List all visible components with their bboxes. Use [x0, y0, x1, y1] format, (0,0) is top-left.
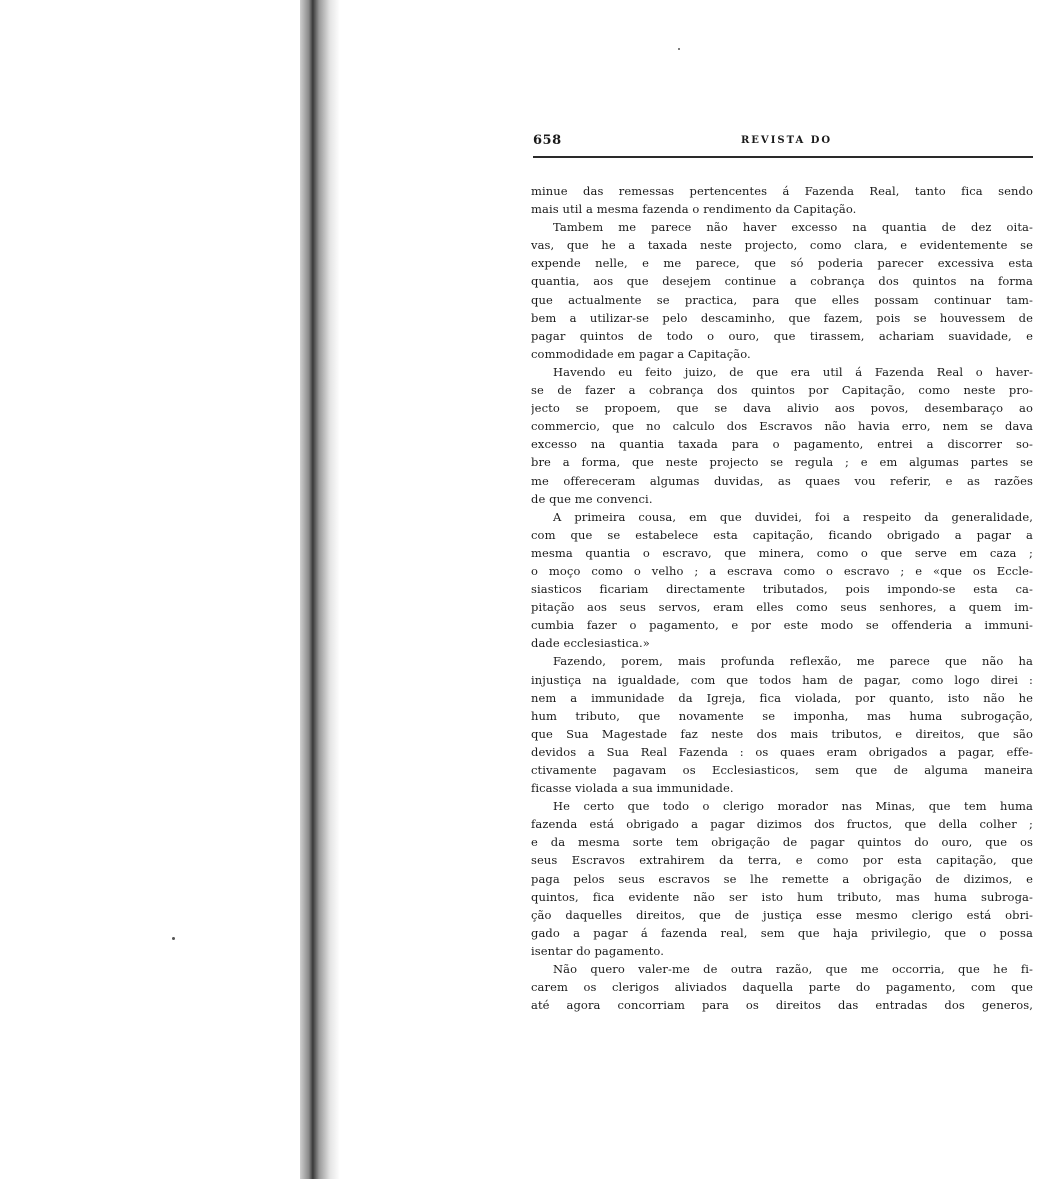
page-number: 658: [533, 133, 562, 148]
text-line: injustiça na igualdade, com que todos ham de pagar, como logo direi :: [531, 672, 1033, 687]
text-line: devidos a Sua Real Fazenda : os quaes eram obrigados a pagar, effe-: [531, 744, 1033, 759]
text-line: cumbia fazer o pagamento, e por este modo se offenderia a immuni-: [531, 618, 1033, 633]
paper-speck: [678, 48, 680, 50]
text-line: se de fazer a cobrança dos quintos por Capitação, como neste pro-: [531, 383, 1033, 398]
text-line: siasticos ficariam directamente tributados, pois impondo-se esta ca-: [531, 582, 1033, 597]
text-line: quantia, aos que desejem continue a cobrança dos quintos na forma: [531, 274, 1033, 289]
text-line: me offereceram algumas duvidas, as quaes vou referir, e as razões: [531, 473, 1033, 488]
text-line: de que me convenci.: [531, 491, 653, 506]
text-line: o moço como o velho ; a escrava como o escravo ; e «que os Eccle-: [531, 563, 1033, 578]
text-line: He certo que todo o clerigo morador nas Minas, que tem huma: [553, 799, 1033, 814]
text-line: fazenda está obrigado a pagar dizimos dos fructos, que della colher ;: [531, 817, 1033, 832]
text-line: que actualmente se practica, para que elles possam continuar tam-: [531, 292, 1033, 307]
book-gutter-shadow: [300, 0, 340, 1179]
text-line: isentar do pagamento.: [531, 943, 665, 958]
text-line: pitação aos seus servos, eram elles como seus senhores, a quem im-: [531, 600, 1033, 615]
text-line: ficasse violada a sua immunidade.: [531, 781, 734, 796]
text-line: quintos, fica evidente não ser isto hum tributo, mas huma subroga-: [531, 889, 1033, 904]
header-rule: [533, 156, 1033, 158]
text-line: gado a pagar á fazenda real, sem que haja privilegio, que o possa: [531, 925, 1033, 940]
text-line: seus Escravos extrahirem da terra, e como por esta capitação, que: [531, 853, 1033, 868]
text-line: carem os clerigos aliviados daquella parte do pagamento, com que: [531, 980, 1033, 995]
text-line: excesso na quantia taxada para o pagamento, entrei a discorrer so-: [531, 437, 1033, 452]
text-line: minue das remessas pertencentes á Fazenda Real, tanto fica sendo: [531, 184, 1033, 198]
text-line: commodidade em pagar a Capitação.: [531, 346, 751, 361]
text-line: bem a utilizar-se pelo descaminho, que fazem, pois se houvessem de: [531, 310, 1033, 325]
text-line: dade ecclesiastica.»: [531, 636, 650, 651]
text-line: mais util a mesma fazenda o rendimento da Capitação.: [531, 202, 857, 217]
text-line: commercio, que no calculo dos Escravos não havia erro, nem se dava: [531, 419, 1033, 434]
text-line: que Sua Magestade faz neste dos mais tributos, e direitos, que são: [531, 726, 1033, 741]
text-line: bre a forma, que neste projecto se regula ; e em algumas partes se: [531, 455, 1033, 470]
text-line: até agora concorriam para os direitos das entradas dos generos,: [531, 998, 1033, 1013]
text-line: com que se estabelece esta capitação, ficando obrigado a pagar a: [531, 527, 1033, 542]
text-line: A primeira cousa, em que duvidei, foi a respeito da generalidade,: [553, 509, 1033, 524]
page-header: [533, 133, 1033, 155]
paragraph: [531, 797, 1033, 960]
paragraph: [531, 218, 1033, 363]
text-line: pagar quintos de todo o ouro, que tirassem, achariam suavidade, e: [531, 328, 1033, 343]
text-line: expende nelle, e me parece, que só poderia parecer excessiva esta: [531, 256, 1033, 271]
paper-speck: [172, 937, 175, 940]
text-line: hum tributo, que novamente se imponha, mas huma subrogação,: [531, 708, 1033, 723]
paragraph: [531, 182, 1033, 218]
text-line: ctivamente pagavam os Ecclesiasticos, sem que de alguma maneira: [531, 763, 1033, 777]
left-page-blank: [0, 0, 300, 1179]
paragraph: [531, 652, 1033, 797]
text-line: Fazendo, porem, mais profunda reflexão, me parece que não ha: [553, 654, 1033, 669]
text-line: paga pelos seus escravos se lhe remette a obrigação de dizimos, e: [531, 871, 1033, 886]
paragraph: [531, 508, 1033, 653]
text-line: nem a immunidade da Igreja, fica violada, por quanto, isto não he: [531, 690, 1033, 705]
running-title: REVISTA DO: [741, 135, 833, 146]
text-line: mesma quantia o escravo, que minera, como o que serve em caza ;: [531, 545, 1033, 560]
paragraph: [531, 960, 1033, 1014]
paragraph: [531, 363, 1033, 508]
text-line: Não quero valer-me de outra razão, que me occorria, que he fi-: [553, 962, 1033, 977]
text-line: e da mesma sorte tem obrigação de pagar quintos do ouro, que os: [531, 835, 1033, 850]
text-line: ção daquelles direitos, que de justiça esse mesmo clerigo está obri-: [531, 907, 1033, 922]
text-line: Havendo eu feito juizo, de que era util á Fazenda Real o haver-: [553, 364, 1033, 379]
text-line: jecto se propoem, que se dava alivio aos povos, desembaraço ao: [531, 401, 1033, 416]
text-line: vas, que he a taxada neste projecto, como clara, e evidentemente se: [531, 238, 1033, 253]
text-line: Tambem me parece não haver excesso na quantia de dez oita-: [553, 220, 1033, 235]
body-text: [531, 182, 1033, 1014]
